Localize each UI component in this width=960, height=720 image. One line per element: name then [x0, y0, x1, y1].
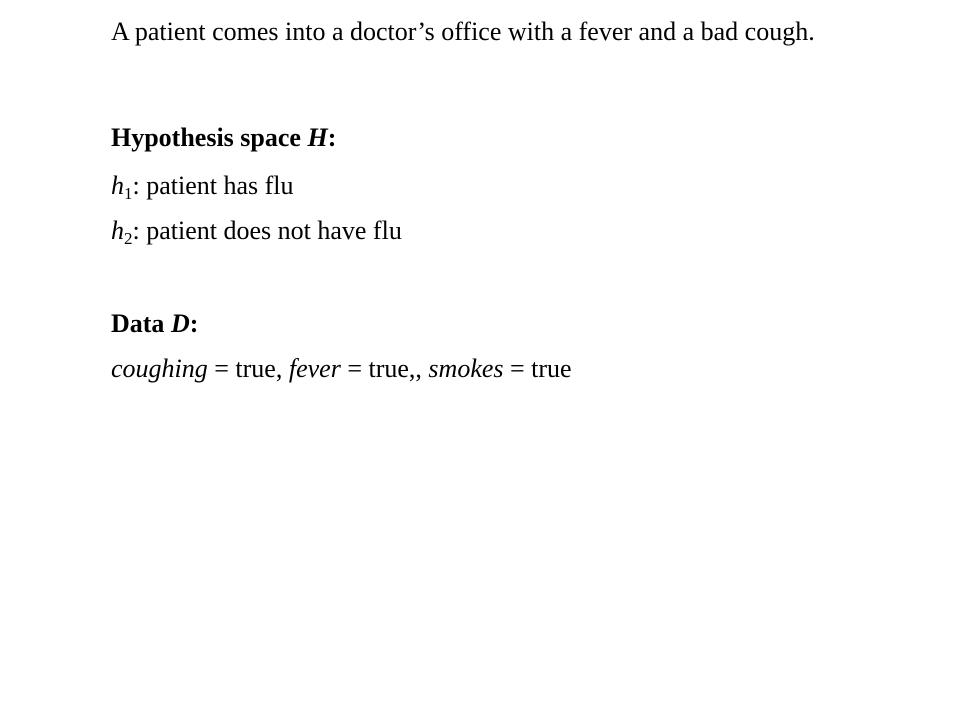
hypothesis-item-text: : patient has flu	[132, 171, 294, 200]
observation-name-fever: fever	[288, 354, 341, 383]
hypothesis-item-2	[111, 214, 402, 248]
data-heading-var: D	[170, 309, 190, 338]
hypothesis-item-subscript: 1	[124, 184, 133, 203]
hypothesis-heading-colon: :	[327, 123, 337, 152]
data-observations	[111, 352, 572, 386]
observation-name-smokes: smokes	[428, 354, 504, 383]
hypothesis-heading	[111, 121, 336, 155]
observation-value: = true,,	[340, 354, 429, 383]
observation-name-coughing: coughing	[111, 354, 208, 383]
intro-text: A patient comes into a doctor’s office with a fever and a bad cough.	[111, 17, 815, 46]
hypothesis-item-1	[111, 169, 294, 203]
data-heading-text: Data	[111, 309, 171, 338]
hypothesis-item-var: h	[111, 216, 124, 245]
data-heading	[111, 307, 198, 341]
hypothesis-heading-text: Hypothesis space	[111, 123, 308, 152]
hypothesis-item-subscript: 2	[124, 229, 133, 248]
hypothesis-item-text: : patient does not have flu	[132, 216, 402, 245]
observation-value: = true,	[207, 354, 289, 383]
hypothesis-item-var: h	[111, 171, 124, 200]
data-heading-colon: :	[189, 309, 199, 338]
observation-value: = true	[503, 354, 572, 383]
hypothesis-heading-var: H	[307, 123, 328, 152]
